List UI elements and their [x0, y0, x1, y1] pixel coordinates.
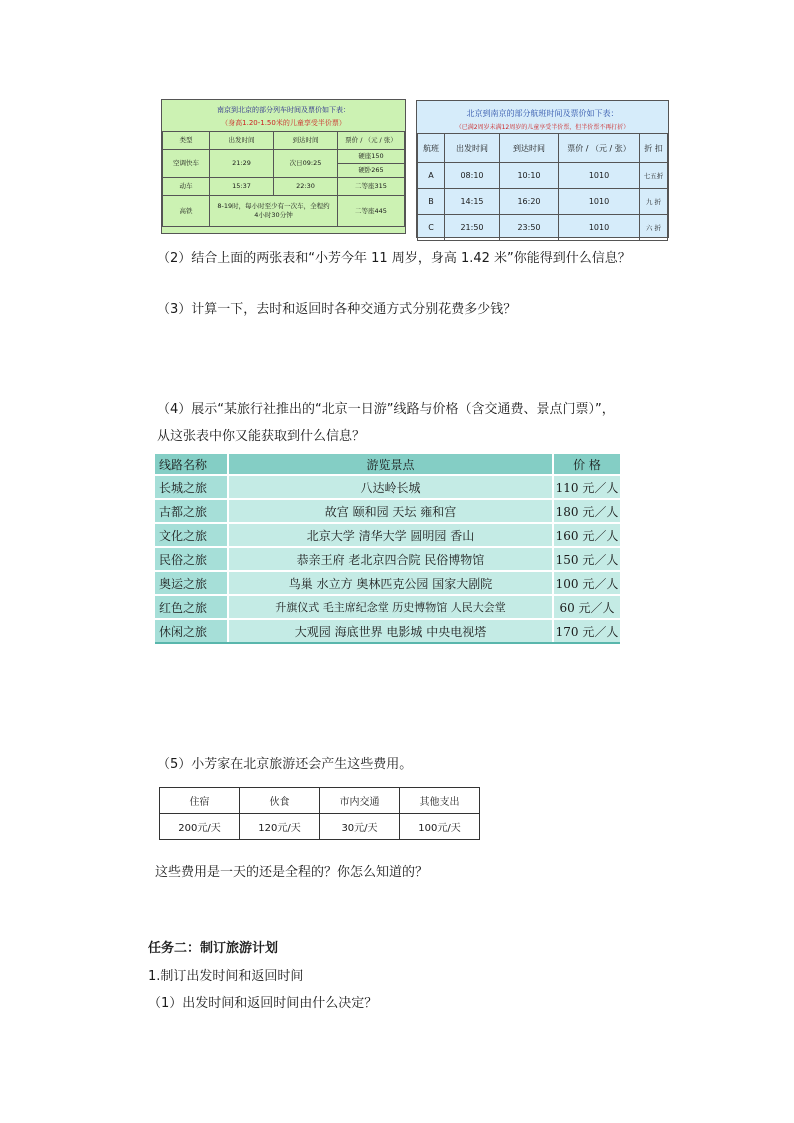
question-3: （3）计算一下，去时和返回时各种交通方式分别花费多少钱？	[157, 302, 517, 317]
header-depart: 出发时间	[210, 132, 274, 150]
cell-flight: A	[418, 163, 445, 189]
cell-price: 60 元／人	[553, 595, 620, 619]
cell-discount: 六 折	[640, 215, 668, 241]
question-5: （5）小芳家在北京旅游还会产生这些费用。	[157, 757, 413, 772]
cell-price: 1010	[559, 189, 640, 215]
table-header-row	[155, 454, 620, 475]
cell-depart: 21:50	[445, 215, 500, 241]
cell-route: 长城之旅	[155, 475, 228, 499]
header-price: 价 格	[553, 454, 620, 475]
header-price: 票价 / （元 / 张）	[559, 134, 640, 163]
cell-depart: 8-19时，每小时至少有一次车，全程约4小时30分钟	[210, 196, 338, 227]
table-row	[418, 189, 668, 215]
table-row	[155, 571, 620, 595]
table-row	[163, 196, 405, 227]
cell-flight: B	[418, 189, 445, 215]
question-4-line2: 从这张表中你又能获取到什么信息？	[157, 429, 366, 444]
header-price: 票价 / （元 / 张）	[338, 132, 405, 150]
table-row	[163, 150, 405, 164]
table-row	[155, 499, 620, 523]
cell-other: 100元/天	[399, 814, 479, 840]
cell-price: 160 元／人	[553, 523, 620, 547]
cell-type: 高铁	[163, 196, 210, 227]
cell-price: 170 元／人	[553, 619, 620, 643]
cell-arrive: 22:30	[274, 178, 338, 196]
table-row	[163, 178, 405, 196]
table-header-row	[418, 134, 668, 163]
task2-title: 任务二：制订旅游计划	[148, 941, 279, 956]
header-discount: 折 扣	[640, 134, 668, 163]
cell-price: 180 元／人	[553, 499, 620, 523]
cell-route: 红色之旅	[155, 595, 228, 619]
cell-price: 110 元／人	[553, 475, 620, 499]
cell-depart: 08:10	[445, 163, 500, 189]
question-5-follow: 这些费用是一天的还是全程的？你怎么知道的？	[155, 865, 429, 880]
cell-type: 空调快车	[163, 150, 210, 178]
cell-arrive: 16:20	[500, 189, 559, 215]
header-route: 线路名称	[155, 454, 228, 475]
cell-sites: 恭亲王府 老北京四合院 民俗博物馆	[228, 547, 553, 571]
table-row	[160, 814, 480, 840]
cell-price: 二等座315	[338, 178, 405, 196]
cell-route: 文化之旅	[155, 523, 228, 547]
table-row	[155, 547, 620, 571]
expense-table	[159, 787, 480, 840]
flight-table-note: （已满2周岁未满12周岁的儿童享受半价票，但半价票不再打折）	[455, 124, 630, 131]
cell-route: 休闲之旅	[155, 619, 228, 643]
cell-discount: 九 折	[640, 189, 668, 215]
table-row	[155, 523, 620, 547]
cell-sites: 升旗仪式 毛主席纪念堂 历史博物馆 人民大会堂	[228, 595, 553, 619]
cell-price: 1010	[559, 163, 640, 189]
question-2: （2）结合上面的两张表和“小芳今年 11 周岁，身高 1.42 米”你能得到什么信息？	[157, 251, 631, 266]
header-arrive: 到达时间	[500, 134, 559, 163]
cell-route: 奥运之旅	[155, 571, 228, 595]
table-row	[155, 619, 620, 643]
cell-price: 1010	[559, 215, 640, 241]
cell-price: 二等座445	[338, 196, 405, 227]
cell-sites: 鸟巢 水立方 奥林匹克公园 国家大剧院	[228, 571, 553, 595]
table-row	[155, 475, 620, 499]
header-other: 其他支出	[399, 788, 479, 814]
cell-sites: 大观园 海底世界 电影城 中央电视塔	[228, 619, 553, 643]
cell-depart: 14:15	[445, 189, 500, 215]
task2-question1: （1）出发时间和返回时间由什么决定？	[148, 996, 378, 1011]
flight-schedule-table	[416, 100, 669, 238]
header-sites: 游览景点	[228, 454, 553, 475]
table-header-row	[160, 788, 480, 814]
cell-discount: 七五折	[640, 163, 668, 189]
cell-price: 100 元／人	[553, 571, 620, 595]
cell-arrive: 次日09:25	[274, 150, 338, 178]
cell-route: 古都之旅	[155, 499, 228, 523]
question-4-line1: （4）展示“某旅行社推出的“北京一日游”线路与价格（含交通费、景点门票）”，	[157, 402, 615, 417]
flight-table-title: 北京到南京的部分航班时间及票价如下表：	[466, 109, 619, 118]
cell-lodging: 200元/天	[160, 814, 240, 840]
header-local-transport: 市内交通	[320, 788, 400, 814]
train-table-title: 南京到北京的部分列车时间及票价如下表：	[217, 106, 350, 114]
cell-depart: 21:29	[210, 150, 274, 178]
table-row	[418, 163, 668, 189]
cell-flight: C	[418, 215, 445, 241]
cell-route: 民俗之旅	[155, 547, 228, 571]
cell-arrive: 10:10	[500, 163, 559, 189]
tour-route-table	[155, 454, 620, 644]
cell-meals: 120元/天	[240, 814, 320, 840]
train-schedule-table	[161, 99, 406, 234]
header-flight: 航班	[418, 134, 445, 163]
header-arrive: 到达时间	[274, 132, 338, 150]
header-lodging: 住宿	[160, 788, 240, 814]
cell-type: 动车	[163, 178, 210, 196]
cell-sites: 故宫 颐和园 天坛 雍和宫	[228, 499, 553, 523]
task2-item1: 1.制订出发时间和返回时间	[148, 969, 304, 984]
cell-depart: 15:37	[210, 178, 274, 196]
table-row	[155, 595, 620, 619]
header-meals: 伙食	[240, 788, 320, 814]
train-table-note: （身高1.20-1.50米的儿童享受半价票）	[221, 119, 346, 127]
cell-sites: 北京大学 清华大学 圆明园 香山	[228, 523, 553, 547]
cell-local-transport: 30元/天	[320, 814, 400, 840]
cell-price: 150 元／人	[553, 547, 620, 571]
header-type: 类型	[163, 132, 210, 150]
cell-price: 硬卧265	[338, 164, 405, 178]
table-row	[418, 215, 668, 241]
cell-arrive: 23:50	[500, 215, 559, 241]
cell-sites: 八达岭长城	[228, 475, 553, 499]
cell-price: 硬座150	[338, 150, 405, 164]
table-header-row	[163, 132, 405, 150]
header-depart: 出发时间	[445, 134, 500, 163]
